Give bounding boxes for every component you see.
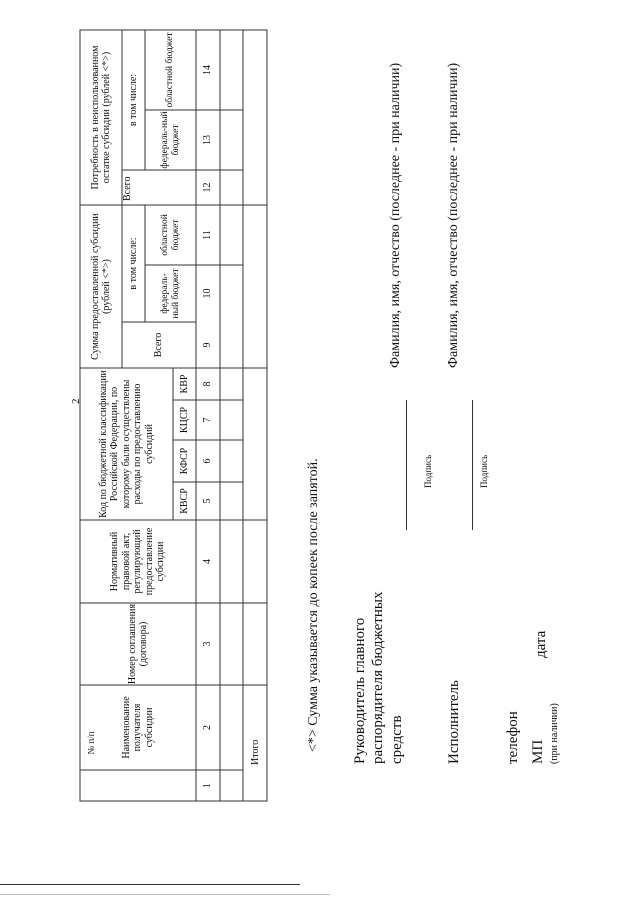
header-normative-act: Нормативный правовой акт, регулирующий предоставление субсидии bbox=[109, 527, 167, 596]
header-total2: Всего bbox=[122, 176, 133, 201]
col-number-9: 9 bbox=[202, 342, 214, 348]
stamp-label: МП bbox=[530, 739, 546, 764]
header-kfsr: КФСР bbox=[178, 447, 190, 475]
head-label-line2: распорядителя бюджетных bbox=[370, 591, 386, 764]
page-number: 2 bbox=[70, 398, 82, 404]
col-number-3: 3 bbox=[202, 641, 214, 647]
header-total: Всего bbox=[153, 332, 165, 358]
phone-label: телефон bbox=[505, 711, 521, 764]
header-federal: федераль-ный бюджет bbox=[159, 268, 181, 319]
header-kvsr: КВСР bbox=[178, 488, 190, 514]
col-number-11: 11 bbox=[202, 230, 214, 240]
stamp-note: (при наличии) bbox=[549, 703, 560, 764]
executor-name-caption: Фамилия, имя, отчество (последнее - при наличии) bbox=[446, 62, 461, 368]
header-recipient: Наименование получателя субсидии bbox=[120, 696, 155, 759]
col-number-12: 12 bbox=[202, 182, 214, 193]
head-label-line3: средств bbox=[389, 715, 405, 764]
col-number-10: 10 bbox=[202, 288, 214, 299]
head-signature-caption: Подпись bbox=[423, 454, 433, 488]
col-number-4: 4 bbox=[202, 559, 214, 564]
header-including: в том числе: bbox=[127, 237, 139, 290]
header-agreement: Номер соглашения (договора) bbox=[126, 603, 149, 685]
header-kcsr: КЦСР bbox=[178, 406, 190, 434]
header-num: № п/п bbox=[85, 731, 96, 755]
col-number-13: 13 bbox=[202, 135, 214, 145]
footnote-text: <*> Сумма указывается до копеек после запятой. bbox=[306, 458, 321, 752]
header-need-unused: Потребность в неиспользованном остатке субсидии (рублей <*>) bbox=[89, 45, 112, 190]
header-budget-code: Код по бюджетной классификации Российской Федерации, по которому были осуществлены расходы по предоставлению субсидий bbox=[97, 370, 155, 518]
total-row-label: Итого bbox=[250, 739, 261, 765]
header-amount-provided: Сумма предоставленной субсидии (рублей <*>) bbox=[89, 213, 112, 360]
bottom-rule-secondary bbox=[0, 894, 330, 895]
col-number-2: 2 bbox=[202, 725, 214, 730]
col-number-6: 6 bbox=[202, 458, 214, 464]
col-number-14: 14 bbox=[202, 65, 214, 75]
col-number-8: 8 bbox=[202, 381, 214, 387]
date-label: дата bbox=[533, 630, 549, 658]
header-federal2: федераль-ный бюджет bbox=[159, 111, 181, 169]
head-name-caption: Фамилия, имя, отчество (последнее - при наличии) bbox=[388, 62, 403, 368]
header-including2: в том числе: bbox=[127, 73, 139, 127]
header-regional2: областной бюджет bbox=[165, 32, 176, 108]
head-signature-line bbox=[406, 400, 407, 530]
col-number-5: 5 bbox=[202, 498, 214, 504]
executor-signature-line bbox=[472, 400, 473, 530]
header-kvr: КВР bbox=[178, 374, 190, 394]
executor-label: Исполнитель bbox=[446, 680, 462, 764]
header-regional: областной бюджет bbox=[159, 214, 181, 256]
bottom-rule bbox=[0, 884, 300, 885]
head-label-line1: Руководитель главного bbox=[352, 617, 368, 764]
col-number-1: 1 bbox=[202, 783, 214, 788]
executor-signature-caption: Подпись bbox=[479, 454, 489, 488]
col-number-7: 7 bbox=[202, 417, 214, 423]
